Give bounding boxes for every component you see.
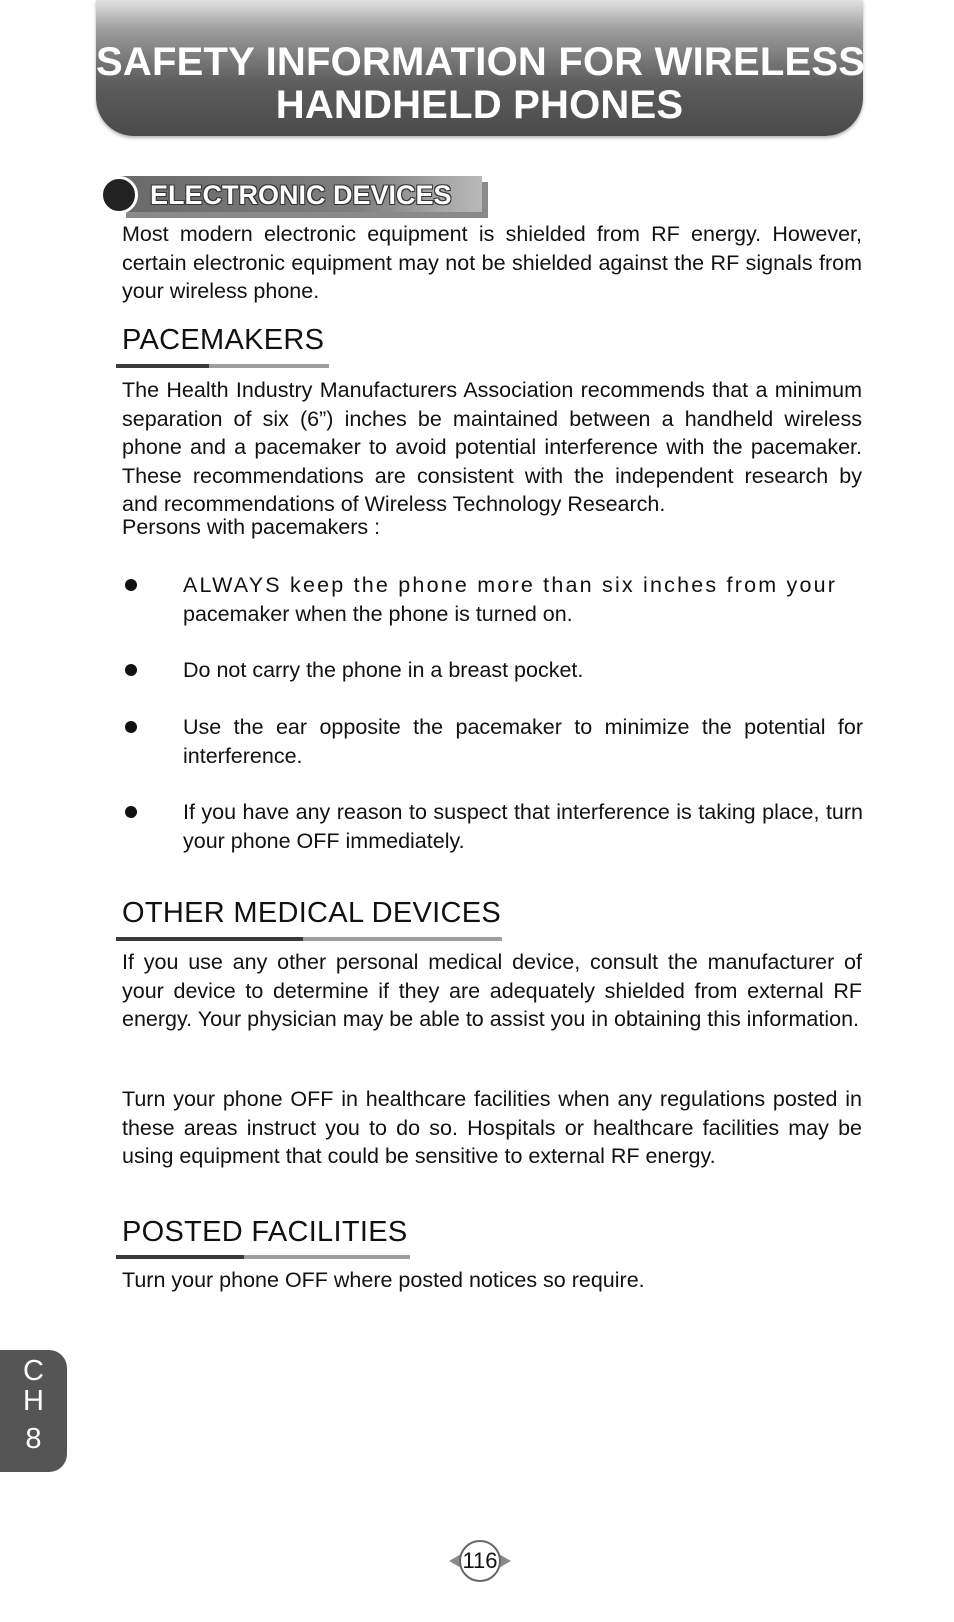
bullet-icon	[125, 721, 137, 733]
posted-facilities-heading: POSTED FACILITIES	[122, 1216, 408, 1248]
bullet-icon	[125, 664, 137, 676]
pacemakers-rule	[116, 364, 329, 368]
posted-facilities-rule	[116, 1255, 410, 1259]
other-medical-heading: OTHER MEDICAL DEVICES	[122, 897, 502, 929]
pacemakers-lead: Persons with pacemakers :	[122, 515, 381, 539]
list-item-text: Do not carry the phone in a breast pocket.	[183, 658, 584, 682]
section-tab	[100, 176, 492, 219]
intro-paragraph: Most modern electronic equipment is shielded from RF energy. However, certain electronic equipment may not be shielded against the RF signals from your wireless phone.	[122, 222, 862, 303]
chapter-letter-c: C	[23, 1355, 44, 1387]
bullet-icon	[125, 579, 137, 591]
pacemakers-heading: PACEMAKERS	[122, 324, 325, 356]
list-item-text: pacemaker when the phone is turned on.	[183, 601, 573, 626]
section-tab-label: ELECTRONIC DEVICES	[150, 180, 452, 210]
chapter-tab	[0, 1350, 67, 1472]
pacemakers-paragraph: The Health Industry Manufacturers Association recommends that a minimum separation of six (6”) inches be maintained between a handheld wireless phone and a pacemaker to avoid potential interference with the pacemaker. These recommendations are consistent with the independent research by and recommendations of Wireless Technology Research.	[122, 378, 862, 516]
other-medical-rule	[116, 937, 502, 941]
chapter-letter-h: H	[23, 1385, 44, 1417]
chapter-number: 8	[25, 1423, 42, 1455]
page-header	[96, 0, 866, 136]
list-item-text: ALWAYS keep the phone more than six inches from your	[183, 573, 838, 597]
posted-facilities-paragraph: Turn your phone OFF where posted notices so require.	[122, 1268, 645, 1292]
list-item-text: Use the ear opposite the pacemaker to minimize the potential for interference.	[183, 715, 863, 768]
page-number-text: 116	[462, 1548, 498, 1573]
header-title-line2: HANDHELD PHONES	[275, 83, 684, 127]
bullet-icon	[125, 806, 137, 818]
list-item-text: If you have any reason to suspect that interference is taking place, turn your phone OFF immediately.	[183, 800, 863, 853]
other-medical-paragraph-1: If you use any other personal medical device, consult the manufacturer of your device to determine if they are adequately shielded from external RF energy. Your physician may be able to assist you in obtaining this information.	[122, 950, 862, 1031]
other-medical-paragraph-2: Turn your phone OFF in healthcare facilities when any regulations posted in these areas instruct you to do so. Hospitals or healthcare facilities may be using equipment that could be sensitive to external RF energy.	[122, 1087, 862, 1168]
page-number	[449, 1540, 511, 1582]
header-title-line1: SAFETY INFORMATION FOR WIRELESS	[96, 40, 866, 84]
section-bullet-icon	[100, 176, 138, 214]
